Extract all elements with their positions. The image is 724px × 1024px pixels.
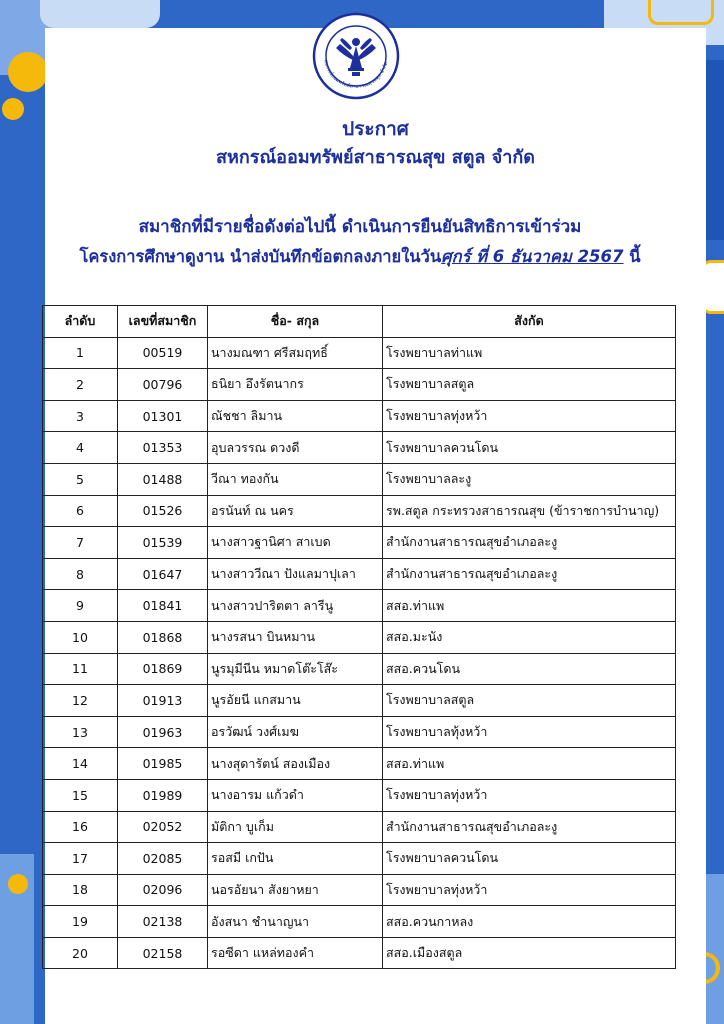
table-row bbox=[43, 874, 676, 906]
row-member-id: 02158 bbox=[118, 937, 208, 969]
row-affiliation: สสอ.ควนกาหลง bbox=[383, 906, 676, 938]
document-title: ประกาศ bbox=[342, 118, 409, 140]
table-row bbox=[43, 527, 676, 559]
row-order: 13 bbox=[43, 716, 118, 748]
row-member-id: 02138 bbox=[118, 906, 208, 938]
table-row bbox=[43, 590, 676, 622]
table-row bbox=[43, 337, 676, 369]
row-order: 16 bbox=[43, 811, 118, 843]
row-full-name: นางมณฑา ศรีสมฤทธิ์ bbox=[208, 337, 383, 369]
row-affiliation: โรงพยาบาลทุ่งหว้า bbox=[383, 400, 676, 432]
row-member-id: 01301 bbox=[118, 400, 208, 432]
row-member-id: 01353 bbox=[118, 432, 208, 464]
notice-line-1: สมาชิกที่มีรายชื่อดังต่อไปนี้ ดำเนินการยืนยันสิทธิการเข้าร่วม bbox=[138, 217, 582, 237]
background-shape bbox=[40, 0, 160, 28]
table-row bbox=[43, 463, 676, 495]
row-full-name: นอรอัยนา สังยาหยา bbox=[208, 874, 383, 906]
row-affiliation: สำนักงานสาธารณสุขอำเภอละงู bbox=[383, 527, 676, 559]
cooperative-seal-logo bbox=[312, 12, 400, 100]
row-order: 6 bbox=[43, 495, 118, 527]
row-affiliation: รพ.สตูล กระทรวงสาธารณสุข (ข้าราชการบำนาญ) bbox=[383, 495, 676, 527]
organization-name: สหกรณ์ออมทรัพย์สาธารณสุข สตูล จำกัด bbox=[216, 147, 535, 168]
background-shape bbox=[706, 60, 724, 240]
row-affiliation: โรงพยาบาลทุ้งหว้า bbox=[383, 716, 676, 748]
table-row bbox=[43, 906, 676, 938]
row-member-id: 01963 bbox=[118, 716, 208, 748]
notice-line-2 bbox=[15, 244, 705, 270]
table-row bbox=[43, 400, 676, 432]
row-full-name: รอซีดา แหล่ทองคำ bbox=[208, 937, 383, 969]
row-order: 15 bbox=[43, 779, 118, 811]
row-affiliation: สำนักงานสาธารณสุขอำเภอละงู bbox=[383, 558, 676, 590]
row-full-name: ธนิยา อึงรัตนากร bbox=[208, 369, 383, 401]
row-affiliation: โรงพยาบาลควนโดน bbox=[383, 432, 676, 464]
row-order: 3 bbox=[43, 400, 118, 432]
row-order: 17 bbox=[43, 843, 118, 875]
member-table bbox=[42, 305, 676, 969]
table-row bbox=[43, 495, 676, 527]
table-row bbox=[43, 811, 676, 843]
row-affiliation: โรงพยาบาลท่าแพ bbox=[383, 337, 676, 369]
document-page bbox=[45, 28, 706, 1024]
row-member-id: 01869 bbox=[118, 653, 208, 685]
row-order: 7 bbox=[43, 527, 118, 559]
row-member-id: 01985 bbox=[118, 748, 208, 780]
row-full-name: วีณา ทองกัน bbox=[208, 463, 383, 495]
row-full-name: อรวัฒน์ วงศ์เมฆ bbox=[208, 716, 383, 748]
row-full-name: ณัชชา ลิมาน bbox=[208, 400, 383, 432]
row-affiliation: สสอ.ควนโดน bbox=[383, 653, 676, 685]
table-row bbox=[43, 716, 676, 748]
row-member-id: 01539 bbox=[118, 527, 208, 559]
row-order: 10 bbox=[43, 621, 118, 653]
table-row bbox=[43, 432, 676, 464]
row-affiliation: โรงพยาบาลควนโดน bbox=[383, 843, 676, 875]
row-order: 11 bbox=[43, 653, 118, 685]
row-full-name: อรนันท์ ณ นคร bbox=[208, 495, 383, 527]
table-row bbox=[43, 748, 676, 780]
table-row bbox=[43, 685, 676, 717]
row-order: 5 bbox=[43, 463, 118, 495]
row-affiliation: สสอ.มะนัง bbox=[383, 621, 676, 653]
row-affiliation: สสอ.เมืองสตูล bbox=[383, 937, 676, 969]
table-header-row bbox=[43, 306, 676, 338]
table-row bbox=[43, 843, 676, 875]
row-affiliation: โรงพยาบาลสตูล bbox=[383, 369, 676, 401]
table-row bbox=[43, 937, 676, 969]
table-row bbox=[43, 779, 676, 811]
header-affiliation: สังกัด bbox=[383, 306, 676, 338]
row-order: 18 bbox=[43, 874, 118, 906]
row-full-name: นางรสนา บินหมาน bbox=[208, 621, 383, 653]
row-full-name: อังสนา ชำนาญนา bbox=[208, 906, 383, 938]
row-member-id: 01526 bbox=[118, 495, 208, 527]
table-row bbox=[43, 653, 676, 685]
row-member-id: 02085 bbox=[118, 843, 208, 875]
header-full-name: ชื่อ- สกุล bbox=[208, 306, 383, 338]
row-full-name: รอสมี เกปัน bbox=[208, 843, 383, 875]
row-full-name: อุบลวรรณ ดวงดี bbox=[208, 432, 383, 464]
row-order: 14 bbox=[43, 748, 118, 780]
row-order: 9 bbox=[43, 590, 118, 622]
row-member-id: 02052 bbox=[118, 811, 208, 843]
row-affiliation: โรงพยาบาลสตูล bbox=[383, 685, 676, 717]
row-member-id: 01989 bbox=[118, 779, 208, 811]
notice-line-2-text: โครงการศึกษาดูงาน นำส่งบันทึกข้อตกลงภายในวัน bbox=[79, 247, 442, 266]
header-member-id: เลขที่สมาชิก bbox=[118, 306, 208, 338]
notice-line-2-suffix: นี้ bbox=[623, 247, 641, 266]
row-order: 4 bbox=[43, 432, 118, 464]
row-full-name: นางสาวฐานิศา สาเบด bbox=[208, 527, 383, 559]
row-affiliation: โรงพยาบาลละงู bbox=[383, 463, 676, 495]
row-order: 2 bbox=[43, 369, 118, 401]
row-member-id: 01913 bbox=[118, 685, 208, 717]
table-row bbox=[43, 369, 676, 401]
row-order: 8 bbox=[43, 558, 118, 590]
background-dot bbox=[2, 98, 24, 120]
row-order: 19 bbox=[43, 906, 118, 938]
row-order: 12 bbox=[43, 685, 118, 717]
row-full-name: นูรมุมีนีน หมาดโต๊ะโส๊ะ bbox=[208, 653, 383, 685]
row-full-name: นูรอัยนี แกสมาน bbox=[208, 685, 383, 717]
row-member-id: 02096 bbox=[118, 874, 208, 906]
svg-text:สหกรณ์ออมทรัพย์สาธารณสุขสตูล จ: สหกรณ์ออมทรัพย์สาธารณสุขสตูล จำกัด bbox=[322, 59, 390, 91]
row-order: 20 bbox=[43, 937, 118, 969]
background-dot bbox=[8, 52, 48, 92]
row-member-id: 00796 bbox=[118, 369, 208, 401]
row-member-id: 01868 bbox=[118, 621, 208, 653]
row-affiliation: สสอ.ท่าแพ bbox=[383, 748, 676, 780]
row-member-id: 01647 bbox=[118, 558, 208, 590]
header-order: ลำดับ bbox=[43, 306, 118, 338]
table-row bbox=[43, 621, 676, 653]
table-row bbox=[43, 558, 676, 590]
row-full-name: นางสาววีณา ปังแลมาปุเลา bbox=[208, 558, 383, 590]
row-member-id: 01488 bbox=[118, 463, 208, 495]
row-affiliation: โรงพยาบาลทุ่งหว้า bbox=[383, 779, 676, 811]
row-full-name: นางสุดารัตน์ สองเมือง bbox=[208, 748, 383, 780]
row-member-id: 01841 bbox=[118, 590, 208, 622]
deadline-date: ศุกร์ ที่ 6 ธันวาคม 2567 bbox=[441, 247, 624, 266]
row-member-id: 00519 bbox=[118, 337, 208, 369]
row-affiliation: สสอ.ท่าแพ bbox=[383, 590, 676, 622]
background-dot bbox=[8, 874, 28, 894]
row-full-name: นางอารม แก้วดำ bbox=[208, 779, 383, 811]
row-full-name: นางสาวปาริตตา ลารีนู bbox=[208, 590, 383, 622]
row-full-name: มัติกา บูเก็ม bbox=[208, 811, 383, 843]
row-affiliation: สำนักงานสาธารณสุขอำเภอละงู bbox=[383, 811, 676, 843]
background-outline bbox=[648, 0, 714, 25]
row-order: 1 bbox=[43, 337, 118, 369]
row-affiliation: โรงพยาบาลทุ่งหว้า bbox=[383, 874, 676, 906]
